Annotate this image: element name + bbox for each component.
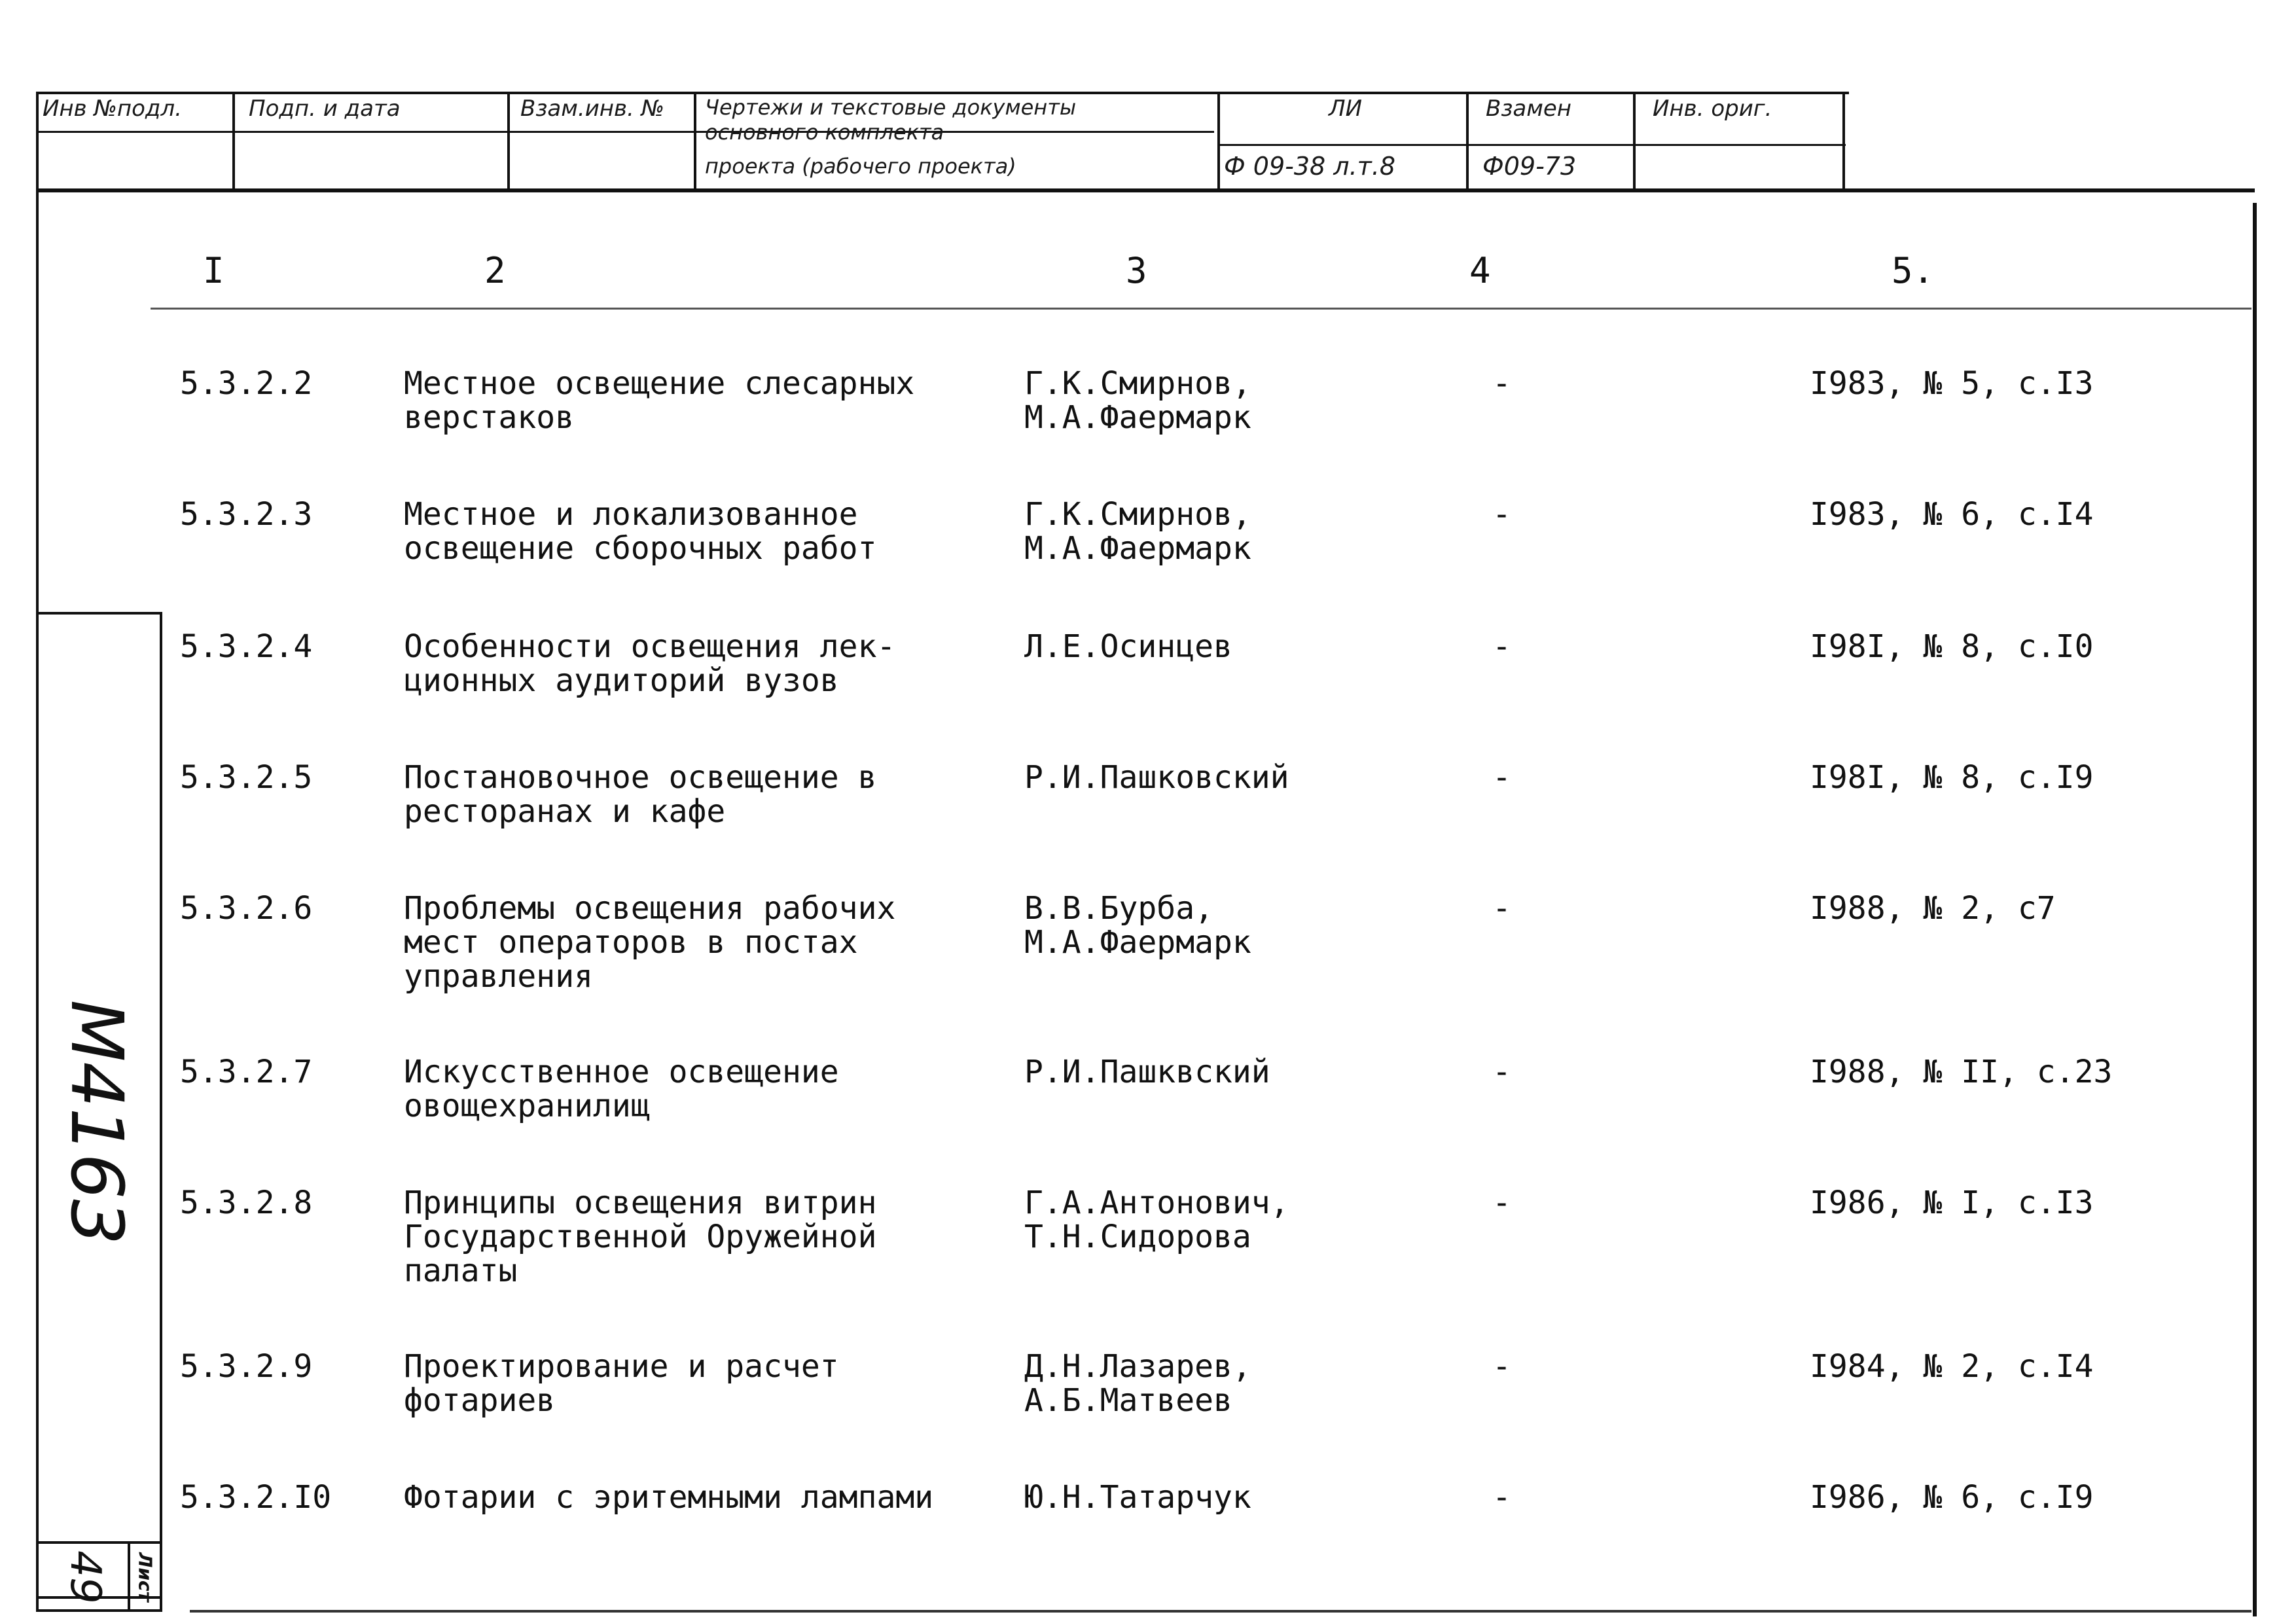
entry-number: 5.3.2.3 [180, 496, 313, 533]
entry-authors [1024, 1349, 1430, 1418]
table-row [0, 497, 2296, 628]
entry-title-line: Местное и локализованное [404, 496, 858, 533]
entry-title-line: ционных аудиторий вузов [404, 662, 839, 699]
entry-title-line: Местное освещение слесарных [404, 365, 915, 402]
zamen-value: Ф09-73 [1482, 152, 1577, 181]
entry-title-line: Фотарии с эритемными лампами [404, 1479, 934, 1516]
table-row [0, 1055, 2296, 1186]
entry-title-line: овощехранилищ [404, 1088, 650, 1124]
entry-author: Г.К.Смирнов, [1024, 365, 1251, 402]
entry-title-line: Постановочное освещение в [404, 759, 877, 796]
entry-title [404, 497, 993, 565]
entry-author: М.А.Фаермарк [1024, 924, 1251, 961]
entry-source: I988, № II, с.23 [1810, 1054, 2113, 1090]
entry-source: I983, № 5, с.I3 [1810, 365, 2094, 402]
entry-title-line: фотариев [404, 1382, 556, 1419]
entry-title-line: верстаков [404, 399, 575, 436]
entry-col4: - [1492, 496, 1511, 533]
entry-source: I986, № I, с.I3 [1810, 1185, 2094, 1221]
entry-title-line: Государственной Оружейной [404, 1219, 877, 1255]
entry-author: М.А.Фаермарк [1024, 399, 1251, 436]
entry-title-line: управления [404, 958, 593, 995]
table-row [0, 366, 2296, 497]
entry-authors [1024, 891, 1430, 959]
entry-title-line: Проектирование и расчет [404, 1348, 839, 1385]
entry-title-line: палаты [404, 1253, 518, 1289]
entry-col4: - [1492, 1348, 1511, 1385]
stamp-title-line-3: проекта (рабочего проекта) [705, 154, 1016, 179]
table-row [0, 630, 2296, 760]
entry-title [404, 760, 993, 829]
entry-number: 5.3.2.5 [180, 759, 313, 796]
column-header-3: 3 [1126, 250, 1147, 291]
entry-author: Ю.Н.Татарчук [1024, 1479, 1251, 1516]
entry-author: Р.И.Пашковский [1024, 759, 1289, 796]
column-header-5: 5. [1892, 250, 1935, 291]
entry-number: 5.3.2.8 [180, 1185, 313, 1221]
entry-title-line: Особенности освещения лек- [404, 628, 896, 665]
entry-authors [1024, 630, 1430, 664]
entry-authors [1024, 1186, 1430, 1254]
entry-source: I98I, № 8, с.I0 [1810, 628, 2094, 665]
inv-no-label: Инв №подл. [43, 96, 182, 122]
entry-title-line: освещение сборочных работ [404, 530, 877, 567]
entry-title-line: ресторанах и кафе [404, 793, 726, 830]
entry-number: 5.3.2.9 [180, 1348, 313, 1385]
entry-source: I983, № 6, с.I4 [1810, 496, 2094, 533]
entry-author: Т.Н.Сидорова [1024, 1219, 1251, 1255]
entry-source: I98I, № 8, с.I9 [1810, 759, 2094, 796]
entry-author: Г.А.Антонович, [1024, 1185, 1289, 1221]
stamp-title-line-2: основного комплекта [705, 120, 944, 145]
column-header-4: 4 [1469, 250, 1491, 291]
entry-authors [1024, 1055, 1430, 1089]
entry-title [404, 366, 993, 435]
entry-authors [1024, 366, 1430, 435]
entry-number: 5.3.2.6 [180, 890, 313, 927]
stamp-col-mark: ЛИ [1329, 96, 1362, 122]
entry-author: Р.И.Пашквский [1024, 1054, 1270, 1090]
stamp-title-line-1: Чертежи и текстовые документы [705, 95, 1077, 120]
header-rule [151, 308, 2251, 310]
entry-source: I988, № 2, с7 [1810, 890, 2056, 927]
entry-source: I984, № 2, с.I4 [1810, 1348, 2094, 1385]
entry-author: М.А.Фаермарк [1024, 530, 1251, 567]
entry-title-line: Принципы освещения витрин [404, 1185, 877, 1221]
column-header-2: 2 [484, 250, 506, 291]
entry-title [404, 891, 993, 993]
vzam-inv-label: Взам.инв. № [520, 96, 665, 122]
entry-col4: - [1492, 890, 1511, 927]
table-row [0, 760, 2296, 891]
entry-authors [1024, 760, 1430, 794]
entry-author: В.В.Бурба, [1024, 890, 1213, 927]
entry-author: Л.Е.Осинцев [1024, 628, 1232, 665]
entry-number: 5.3.2.2 [180, 365, 313, 402]
entry-col4: - [1492, 1479, 1511, 1516]
inventory-number: М4163 [55, 999, 139, 1245]
sheet-number: 49 [61, 1550, 109, 1604]
inv-orig-label: Инв. ориг. [1653, 96, 1772, 122]
title-stamp [36, 92, 1849, 193]
entry-title-line: Проблемы освещения рабочих [404, 890, 896, 927]
entry-title-line: Искусственное освещение [404, 1054, 839, 1090]
entry-col4: - [1492, 628, 1511, 665]
entry-title [404, 1186, 993, 1288]
doc-code: Ф 09-38 л.т.8 [1224, 152, 1396, 181]
sign-date-label: Подп. и дата [249, 96, 401, 122]
entry-title [404, 1055, 993, 1123]
column-header-1: I [203, 250, 224, 291]
entry-col4: - [1492, 1185, 1511, 1221]
entry-authors [1024, 497, 1430, 565]
entry-title [404, 630, 993, 698]
entry-col4: - [1492, 759, 1511, 796]
entry-author: Д.Н.Лазарев, [1024, 1348, 1251, 1385]
zamen-label: Взамен [1486, 96, 1572, 122]
entry-title [404, 1480, 1032, 1514]
entry-author: А.Б.Матвеев [1024, 1382, 1232, 1419]
entry-number: 5.3.2.4 [180, 628, 313, 665]
entry-col4: - [1492, 365, 1511, 402]
entry-number: 5.3.2.I0 [180, 1479, 332, 1516]
entry-source: I986, № 6, с.I9 [1810, 1479, 2094, 1516]
frame-top-border [36, 190, 2255, 192]
table-row [0, 891, 2296, 1022]
entry-title [404, 1349, 993, 1418]
sheet-label: Лист [134, 1552, 156, 1602]
entry-authors [1024, 1480, 1430, 1514]
entry-col4: - [1492, 1054, 1511, 1090]
entry-number: 5.3.2.7 [180, 1054, 313, 1090]
entry-title-line: мест операторов в постах [404, 924, 858, 961]
table-row [0, 1349, 2296, 1480]
table-row [0, 1480, 2296, 1611]
table-row [0, 1186, 2296, 1317]
entry-author: Г.К.Смирнов, [1024, 496, 1251, 533]
